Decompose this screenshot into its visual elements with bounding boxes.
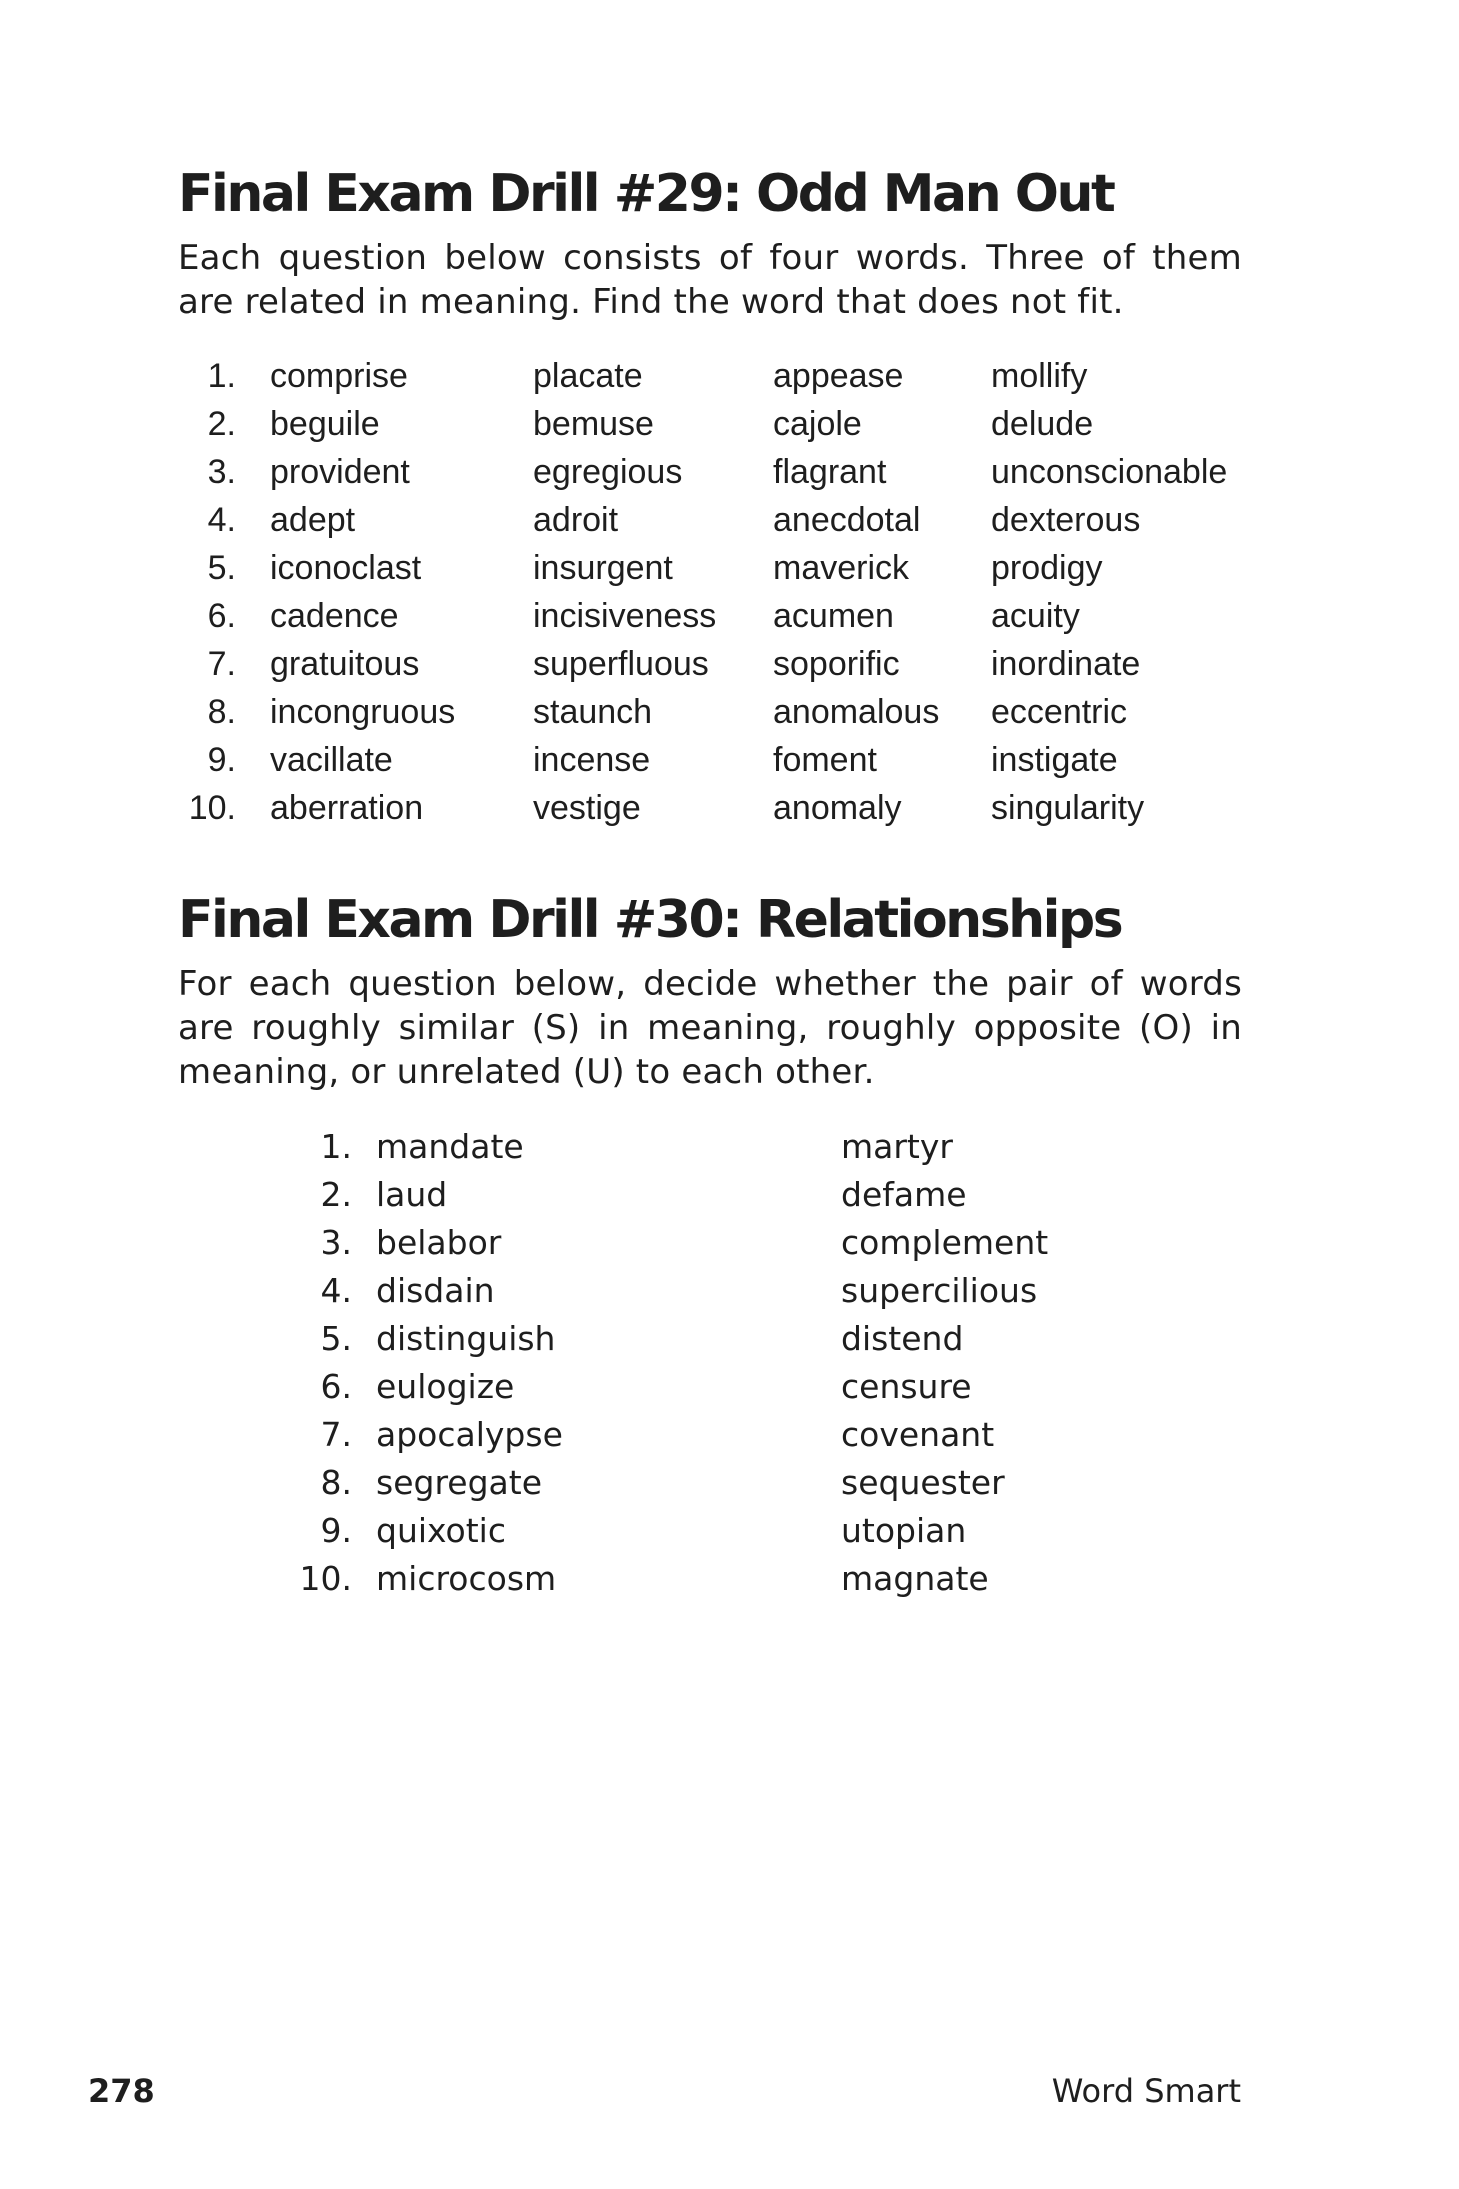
word-b: censure (841, 1366, 972, 1406)
word-a: apocalypse (376, 1414, 563, 1454)
word-choice-1: provident (270, 452, 410, 491)
word-b: distend (841, 1318, 964, 1358)
word-choice-3: acumen (773, 596, 894, 635)
word-a: microcosm (376, 1558, 557, 1598)
drill-30-question-row (280, 1122, 1080, 1170)
word-choice-3: maverick (773, 548, 910, 587)
word-b: sequester (841, 1462, 1005, 1502)
word-a: mandate (376, 1126, 524, 1166)
word-choice-2: staunch (533, 692, 653, 731)
word-choice-3: anomalous (773, 692, 940, 731)
word-choice-3: appease (773, 356, 904, 395)
word-b: covenant (841, 1414, 995, 1454)
word-a: eulogize (376, 1366, 515, 1406)
word-choice-2: adroit (533, 500, 619, 539)
drill-29-question-row (178, 496, 1258, 544)
question-number: 1. (320, 1126, 352, 1166)
word-a: distinguish (376, 1318, 556, 1358)
drill-30-question-row (280, 1170, 1080, 1218)
word-b: utopian (841, 1510, 967, 1550)
question-number: 7. (207, 644, 236, 683)
word-choice-3: flagrant (773, 452, 887, 491)
word-choice-4: acuity (991, 596, 1080, 635)
word-choice-4: prodigy (991, 548, 1103, 587)
word-choice-4: unconscionable (991, 452, 1228, 491)
drill-29-question-row (178, 640, 1258, 688)
word-b: complement (841, 1222, 1049, 1262)
drill-29-question-row (178, 400, 1258, 448)
word-choice-3: cajole (773, 404, 862, 443)
question-number: 10. (299, 1558, 352, 1598)
word-b: martyr (841, 1126, 953, 1166)
drill-29-question-row (178, 736, 1258, 784)
drill-29-question-row (178, 544, 1258, 592)
drill-29-heading: Final Exam Drill #29: Odd Man Out (178, 164, 1114, 224)
drill-30-question-row (280, 1506, 1080, 1554)
drill-30-question-row (280, 1314, 1080, 1362)
drill-29-question-row (178, 352, 1258, 400)
question-number: 5. (207, 548, 236, 587)
running-footer-title: Word Smart (1051, 2072, 1241, 2110)
word-choice-1: beguile (270, 404, 380, 443)
question-number: 2. (207, 404, 236, 443)
drill-30-word-table (280, 1122, 1080, 1602)
drill-29-question-row (178, 448, 1258, 496)
drill-29-instructions: Each question below consists of four words. Three of them are related in meaning. Find the word that does not fit. (178, 238, 1242, 322)
drill-29-word-table (178, 352, 1258, 832)
word-choice-3: anecdotal (773, 500, 921, 539)
question-number: 5. (320, 1318, 352, 1358)
question-number: 3. (207, 452, 236, 491)
word-choice-2: insurgent (533, 548, 673, 587)
word-choice-1: adept (270, 500, 356, 539)
word-choice-1: gratuitous (270, 644, 420, 683)
drill-30-question-row (280, 1362, 1080, 1410)
word-choice-2: bemuse (533, 404, 654, 443)
question-number: 4. (207, 500, 236, 539)
word-choice-2: vestige (533, 788, 641, 827)
word-choice-2: superfluous (533, 644, 709, 683)
drill-30-question-row (280, 1266, 1080, 1314)
question-number: 8. (207, 692, 236, 731)
word-choice-1: vacillate (270, 740, 393, 779)
word-choice-1: iconoclast (270, 548, 422, 587)
word-choice-2: egregious (533, 452, 683, 491)
drill-29-question-row (178, 688, 1258, 736)
drill-30-question-row (280, 1218, 1080, 1266)
word-a: disdain (376, 1270, 495, 1310)
question-number: 3. (320, 1222, 352, 1262)
question-number: 9. (320, 1510, 352, 1550)
word-choice-4: singularity (991, 788, 1145, 827)
word-choice-4: dexterous (991, 500, 1141, 539)
question-number: 2. (320, 1174, 352, 1214)
word-choice-1: aberration (270, 788, 424, 827)
word-choice-4: instigate (991, 740, 1118, 779)
question-number: 8. (320, 1462, 352, 1502)
question-number: 6. (320, 1366, 352, 1406)
word-choice-2: placate (533, 356, 643, 395)
drill-30-question-row (280, 1410, 1080, 1458)
question-number: 9. (207, 740, 236, 779)
question-number: 1. (207, 356, 236, 395)
drill-30-question-row (280, 1554, 1080, 1602)
word-choice-1: incongruous (270, 692, 456, 731)
question-number: 4. (320, 1270, 352, 1310)
word-a: quixotic (376, 1510, 506, 1550)
question-number: 6. (207, 596, 236, 635)
question-number: 10. (188, 788, 236, 827)
word-a: segregate (376, 1462, 542, 1502)
word-choice-1: comprise (270, 356, 408, 395)
word-choice-1: cadence (270, 596, 399, 635)
word-choice-4: inordinate (991, 644, 1141, 683)
drill-30-instructions: For each question below, decide whether the pair of words are roughly similar (S) in meaning, roughly opposite (O) in meaning, or unrelated (U) to each other. (178, 964, 1242, 1092)
word-choice-3: foment (773, 740, 877, 779)
word-a: laud (376, 1174, 448, 1214)
drill-30-question-row (280, 1458, 1080, 1506)
drill-29-question-row (178, 784, 1258, 832)
word-choice-4: delude (991, 404, 1094, 443)
word-choice-3: soporific (773, 644, 900, 683)
word-b: defame (841, 1174, 967, 1214)
question-number: 7. (320, 1414, 352, 1454)
word-choice-4: mollify (991, 356, 1088, 395)
word-choice-2: incense (533, 740, 651, 779)
drill-29-question-row (178, 592, 1258, 640)
word-b: supercilious (841, 1270, 1038, 1310)
word-choice-4: eccentric (991, 692, 1128, 731)
word-choice-2: incisiveness (533, 596, 717, 635)
word-a: belabor (376, 1222, 502, 1262)
word-choice-3: anomaly (773, 788, 902, 827)
word-b: magnate (841, 1558, 989, 1598)
page-number: 278 (88, 2072, 155, 2110)
drill-30-heading: Final Exam Drill #30: Relationships (178, 890, 1122, 950)
